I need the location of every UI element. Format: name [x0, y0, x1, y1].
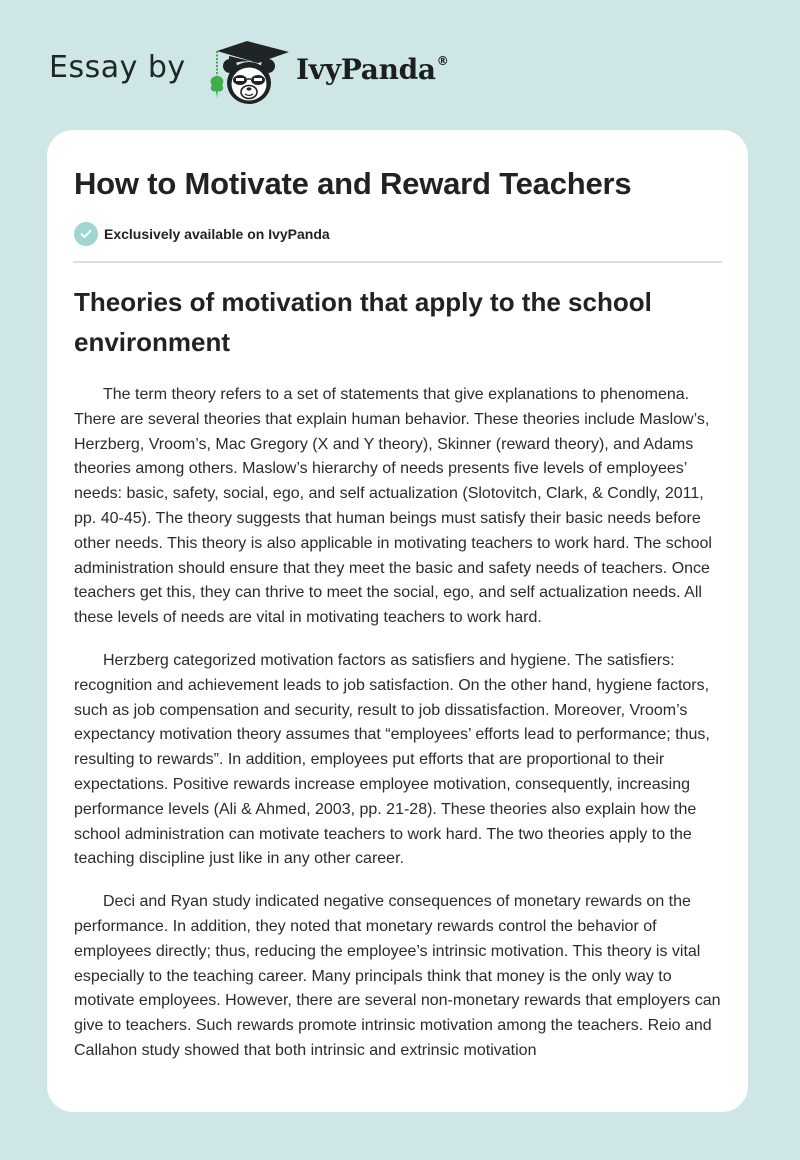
site-header [0, 0, 800, 130]
brand-name[interactable]: IvyPanda® [296, 53, 449, 86]
check-circle-icon [74, 222, 98, 246]
essay-card [47, 130, 748, 1112]
essay-body [74, 383, 722, 1082]
essay-by-label: Essay by [49, 50, 186, 85]
badge-label: Exclusively available on IvyPanda [104, 226, 330, 242]
panda-graduate-logo-icon[interactable] [203, 36, 293, 108]
exclusive-badge [74, 222, 330, 246]
section-heading: Theories of motivation that apply to the school environment [74, 287, 652, 357]
paragraph: Deci and Ryan study indicated negative consequences of monetary rewards on the performance. In addition, they noted that monetary rewards control the behavior of employees directly; thus, reducing the employee’s intrinsic motivation. This theory is vital especially to the teaching career. Many principals think that money is the only way to motivate employees. However, there are several non-monetary rewards that employers can give to teachers. Such rewards promote intrinsic motivation among the teachers. Reio and Callahon study showed that both intrinsic and extrinsic motivation [74, 893, 721, 1059]
divider [73, 261, 722, 263]
paragraph: The term theory refers to a set of statements that give explanations to phenomena. There are several theories that explain human behavior. These theories include Maslow’s, Herzberg, Vroom’s, Mac Gregory (X and Y theory), Skinner (reward theory), and Adams theories among others. Maslow’s hierarchy of needs presents five levels of employees’ needs: basic, safety, social, ego, and self actualization (Slotovitch, Clark, & Condly, 2011, pp. 40-45). The theory suggests that human beings must satisfy their basic needs before other needs. This theory is also applicable in motivating teachers to work hard. The school administration should ensure that they meet the basic and safety needs of teachers. Once teachers get this, they can thrive to meet the social, ego, and self actualization needs. All these levels of needs are vital in motivating teachers to work hard. [74, 386, 712, 627]
page-title: How to Motivate and Reward Teachers [74, 166, 632, 201]
registered-mark: ® [436, 53, 449, 68]
paragraph: Herzberg categorized motivation factors as satisfiers and hygiene. The satisfiers: recognition and achievement leads to job satisfaction. On the other hand, hygiene factors, such as job compensation and security, result to job dissatisfaction. Moreover, Vroom’s expectancy motivation theory assumes that “employees’ efforts lead to performance; thus, resulting to rewards”. In addition, employees put efforts that are proportional to their expectations. Positive rewards increase employee motivation, consequently, increasing performance levels (Ali & Ahmed, 2003, pp. 21-28). These theories also explain how the school administration can motivate teachers to work hard. The two theories apply to the teaching discipline just like in any other career. [74, 651, 710, 868]
